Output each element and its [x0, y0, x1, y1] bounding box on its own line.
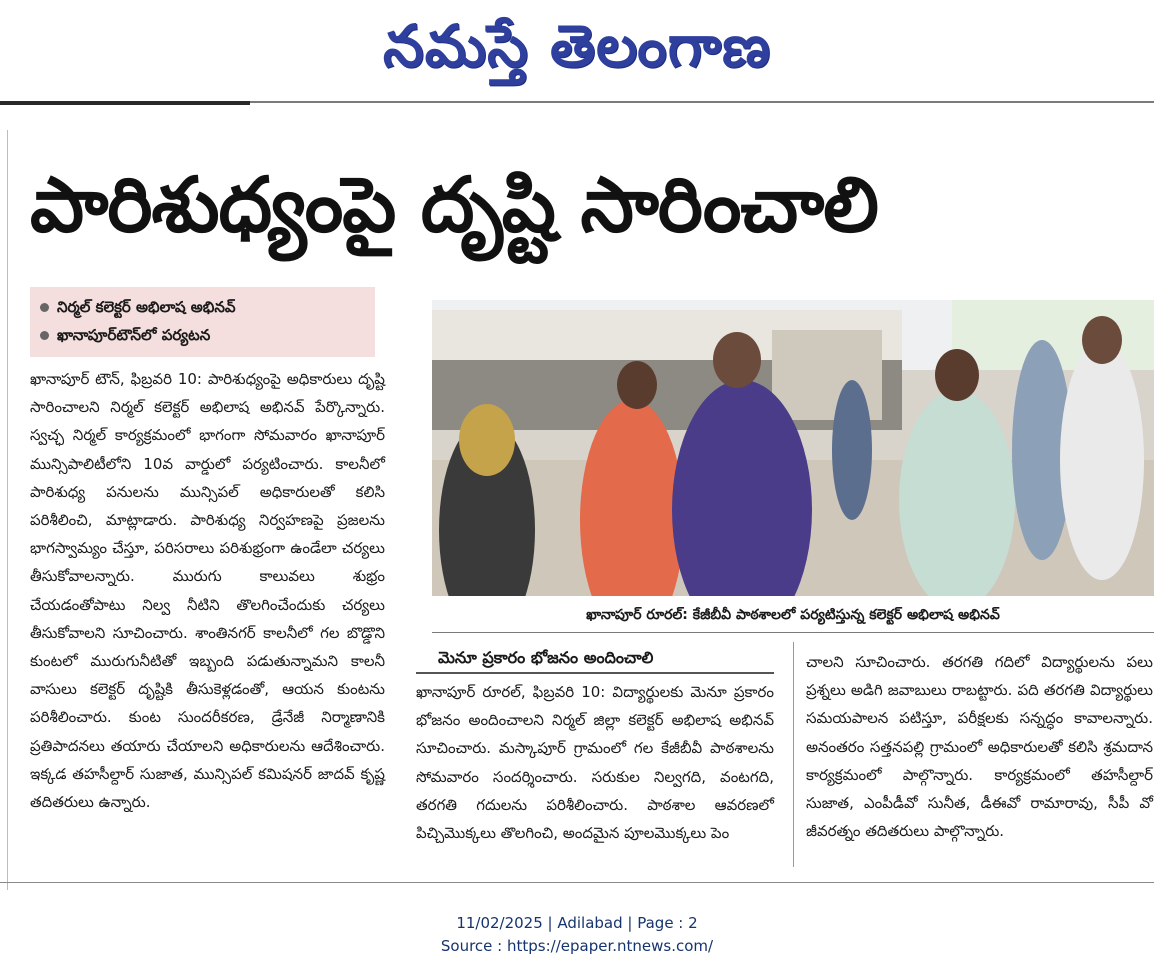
caption-divider — [432, 632, 1154, 633]
article-body-right-column — [806, 648, 1153, 845]
masthead — [0, 0, 1154, 100]
photo-illustration — [432, 300, 1154, 596]
bullet-icon — [40, 303, 49, 312]
article-paragraph: ఖానాపూర్ రూరల్, ఫిబ్రవరి 10: విద్యార్థులకు మెనూ ప్రకారం భోజనం అందించాలని నిర్మల్ జిల్లా కలెక్టర్ అభిలాష అభినవ్ సూచించారు. మస్కాపూర్ గ్రామంలో గల కేజీబీవీ పాఠశాలను సోమవారం సందర్శించారు. సరుకుల నిల్వగది, వంటగది, తరగతి గదులను పరిశీలించారు. పాఠశాల ఆవరణలో పిచ్చిమొక్కలు తొలగించి, అందమైన పూలమొక్కలు పెం — [416, 683, 774, 843]
article-body-left-column — [30, 365, 385, 816]
edition-info: 11/02/2025 | Adilabad | Page : 2 — [456, 914, 698, 932]
page-bottom-rule — [0, 882, 1154, 883]
subheadline-item — [40, 293, 375, 321]
article-paragraph: చాలని సూచించారు. తరగతి గదిలో విద్యార్థులను పలు ప్రశ్నలు అడిగి జవాబులు రాబట్టారు. పది తరగతి విద్యార్థులు సమయపాలన పటిస్తూ, పరీక్షలకు సన్నద్ధం కావాలన్నారు. అనంతరం సత్తనపల్లి గ్రామంలో అధికారులతో కలిసి శ్రమదాన కార్యక్రమంలో పాల్గొన్నారు. కార్యక్రమంలో తహసీల్దార్ సుజాత, ఎంపీడీవో సునీత, డీఈవో రామారావు, సీపీ వో జీవరత్నం తదితరులు పాల్గొన్నారు. — [806, 653, 1153, 841]
subheadline-item — [40, 321, 375, 349]
article-photo — [432, 300, 1154, 596]
bullet-icon — [40, 331, 49, 340]
masthead-divider-accent — [0, 101, 250, 105]
column-divider — [793, 642, 794, 867]
subheadline-text: నిర్మల్ కలెక్టర్ అభిలాష అభినవ్ — [57, 298, 236, 316]
subheadline-box — [30, 287, 375, 357]
article-body-middle-column — [416, 678, 774, 847]
article-paragraph: ఖానాపూర్ టౌన్, ఫిబ్రవరి 10: పారిశుధ్యంపై అధికారులు దృష్టి సారించాలని నిర్మల్ కలెక్టర్ అభిలాష అభినవ్ పేర్కొన్నారు. స్వచ్ఛ నిర్మల్ కార్యక్రమంలో భాగంగా సోమవారం ఖానాపూర్ మున్సిపాలిటీలోని 10వ వార్డులో పర్యటించారు. కాలనీలో పారిశుధ్య పనులను మున్సిపల్ అధికారులతో కలిసి పరిశీలించి, మాట్లాడారు. పారిశుధ్య నిర్వహణపై ప్రజలను భాగస్వామ్యం చేస్తూ, పరిసరాలు పరిశుభ్రంగా ఉండేలా చర్యలు తీసుకోవాలన్నారు. మురుగు కాలువలు శుభ్రం చేయడంతోపాటు నిల్వ నీటిని తొలగించేందుకు చర్యలు తీసుకోవాలని సూచించారు. శాంతినగర్ కాలనీలో గల బొడ్డొని కుంటలో మురుగునీటితో ఇబ్బంది పడుతున్నామని కాలనీ వాసులు కలెక్టర్ దృష్టికి తీసుకెళ్లడంతో, ఆయన కుంటను పరిశీలించారు. కుంట సుందరీకరణ, డ్రేనేజీ నిర్మాణానికి ప్రతిపాదనలు తయారు చేయాలని అధికారులను ఆదేశించారు. ఇక్కడ తహసీల్దార్ సుజాత, మున్సిపల్ కమిషనర్ జాదవ్ కృష్ణ తదితరులు ఉన్నారు. — [30, 370, 385, 812]
secondary-heading-text: మెనూ ప్రకారం భోజనం అందించాలి — [438, 648, 654, 667]
secondary-article-heading — [416, 643, 774, 673]
masthead-logo-text: నమస్తే తెలంగాణ — [383, 12, 771, 80]
photo-caption: ఖానాపూర్ రూరల్: కేజీబీవీ పాఠశాలలో పర్యటిస్తున్న కలెక్టర్ అభిలాష అభినవ్ — [586, 607, 1000, 623]
subheadline-text: ఖానాపూర్‌టౌన్‌లో పర్యటన — [57, 326, 211, 344]
page-margin-line — [7, 130, 8, 890]
source-link[interactable]: Source : https://epaper.ntnews.com/ — [440, 937, 714, 955]
article-headline: పారిశుధ్యంపై దృష్టి సారించాలి — [30, 160, 878, 249]
secondary-heading-rule — [416, 672, 774, 674]
